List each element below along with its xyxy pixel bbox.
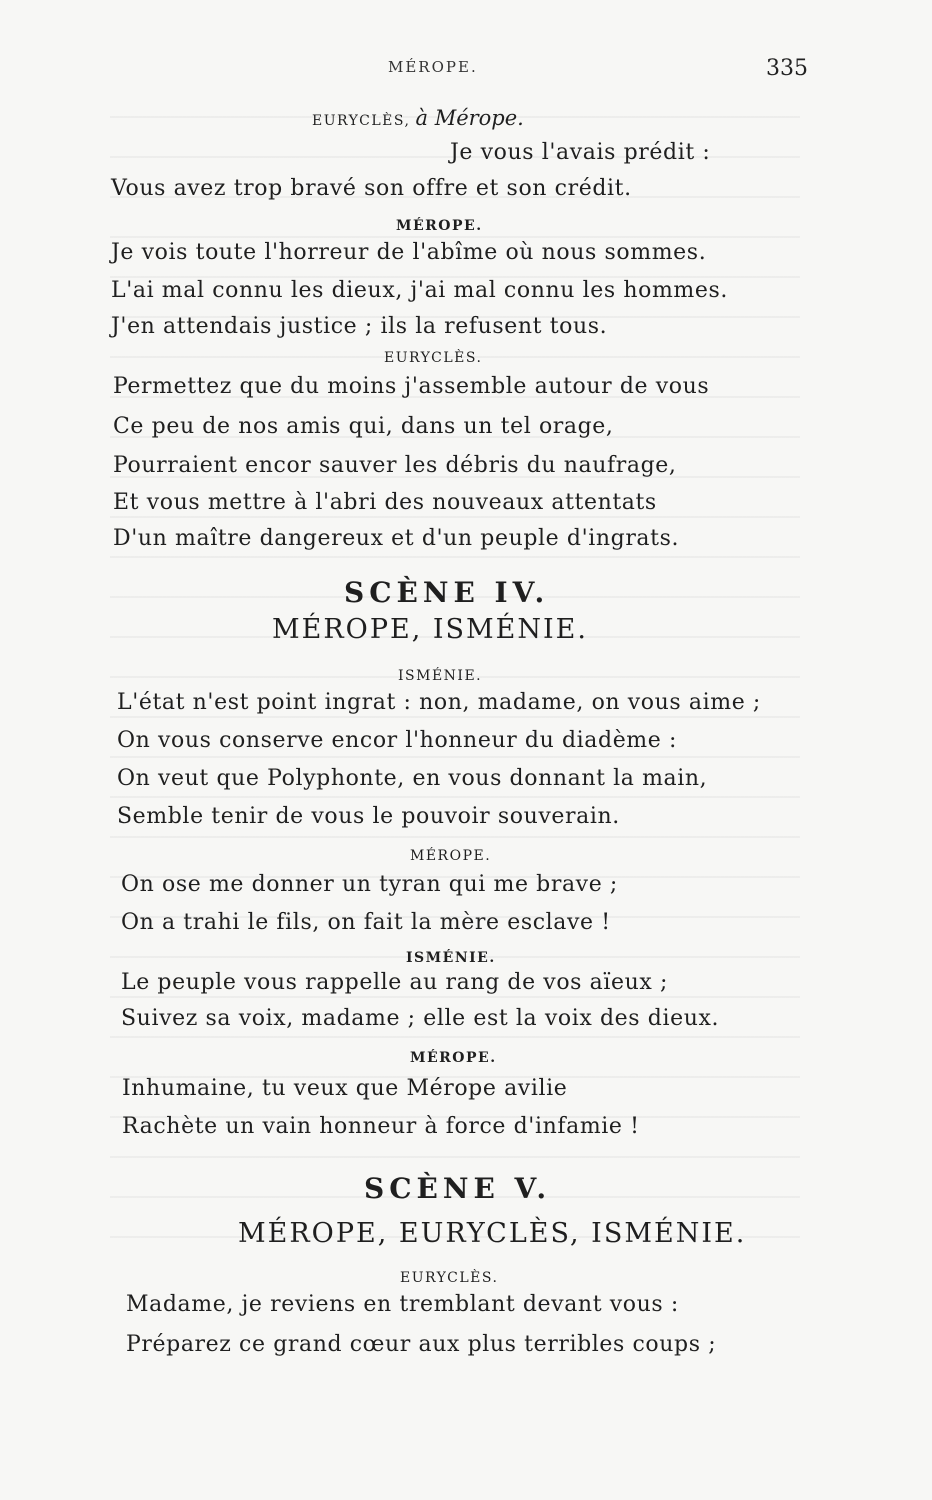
verse-line: Suivez sa voix, madame ; elle est la voix des dieux. — [121, 1006, 720, 1031]
page-number: 335 — [766, 56, 808, 81]
verse-line: Ce peu de nos amis qui, dans un tel orage, — [113, 414, 614, 439]
scene-heading: SCÈNE IV. — [344, 576, 550, 609]
running-head: MÉROPE. — [388, 58, 478, 76]
verse-line: Inhumaine, tu veux que Mérope avilie — [122, 1076, 568, 1101]
scene-heading: SCÈNE V. — [364, 1172, 552, 1205]
verse-line: Madame, je reviens en tremblant devant vous : — [126, 1292, 679, 1317]
speaker-name: EURYCLÈS, — [312, 113, 411, 129]
verse-line: On a trahi le fils, on fait la mère esclave ! — [121, 910, 611, 935]
speaker-name: MÉROPE. — [410, 848, 492, 864]
verse-line: Vous avez trop bravé son offre et son crédit. — [111, 176, 632, 201]
scene-cast: MÉROPE, ISMÉNIE. — [272, 614, 588, 645]
verse-line: Rachète un vain honneur à force d'infamie ! — [122, 1114, 640, 1139]
speaker-line — [312, 106, 524, 130]
scene-cast: MÉROPE, EURYCLÈS, ISMÉNIE. — [238, 1218, 747, 1249]
verse-line: Je vois toute l'horreur de l'abîme où nous sommes. — [111, 240, 707, 265]
verse-line: J'en attendais justice ; ils la refusent tous. — [111, 314, 608, 339]
stage-direction: à Mérope. — [415, 106, 524, 130]
verse-line: Semble tenir de vous le pouvoir souverain. — [117, 804, 620, 829]
verse-line: Et vous mettre à l'abri des nouveaux attentats — [113, 490, 657, 515]
speaker-name: MÉROPE. — [410, 1050, 497, 1066]
speaker-name: EURYCLÈS. — [400, 1270, 499, 1286]
speaker-name: ISMÉNIE. — [398, 668, 483, 684]
speaker-name: ISMÉNIE. — [406, 950, 496, 966]
verse-line: Le peuple vous rappelle au rang de vos aïeux ; — [121, 970, 669, 995]
verse-line: Permettez que du moins j'assemble autour de vous — [113, 374, 710, 399]
verse-line: D'un maître dangereux et d'un peuple d'ingrats. — [113, 526, 680, 551]
verse-line: L'état n'est point ingrat : non, madame, on vous aime ; — [117, 690, 761, 715]
speaker-name: EURYCLÈS. — [384, 350, 483, 366]
verse-line: Je vous l'avais prédit : — [450, 140, 711, 165]
verse-line: On veut que Polyphonte, en vous donnant la main, — [117, 766, 708, 791]
verse-line: Préparez ce grand cœur aux plus terribles coups ; — [126, 1332, 717, 1357]
verse-line: Pourraient encor sauver les débris du naufrage, — [113, 453, 677, 478]
speaker-name: MÉROPE. — [396, 218, 483, 234]
verse-line: On ose me donner un tyran qui me brave ; — [121, 872, 618, 897]
verse-line: L'ai mal connu les dieux, j'ai mal connu les hommes. — [111, 278, 728, 303]
verse-line: On vous conserve encor l'honneur du diadème : — [117, 728, 677, 753]
